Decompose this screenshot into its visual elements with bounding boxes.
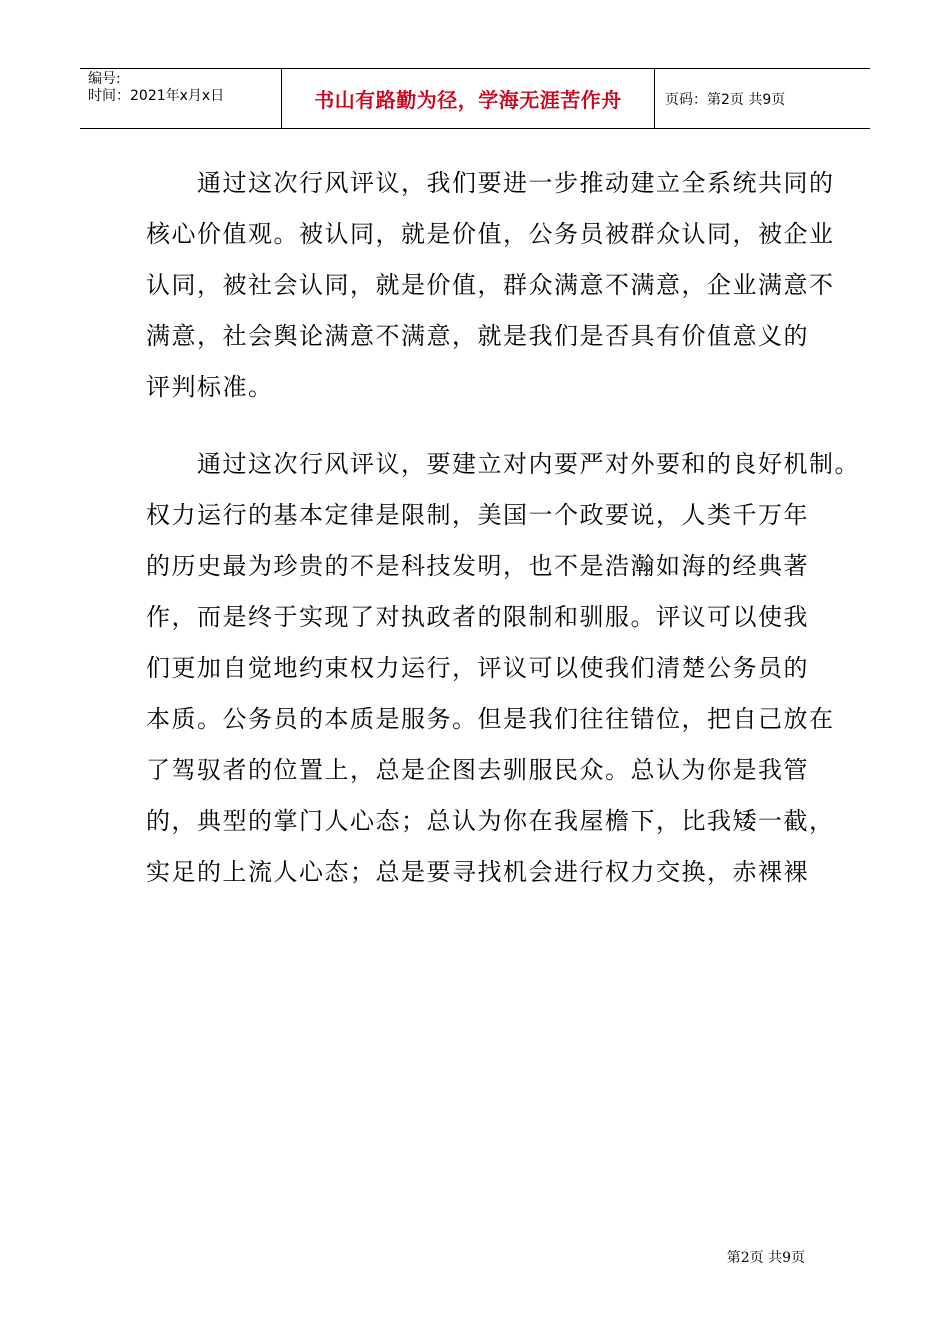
text-line: 实足的上流人心态；总是要寻找机会进行权力交换，赤裸裸	[146, 858, 809, 886]
header-page-info: 页码：第2页 共9页	[665, 91, 786, 108]
paragraph	[146, 158, 835, 413]
text-line: 作，而是终于实现了对执政者的限制和驯服。评议可以使我	[146, 603, 809, 631]
text-line: 权力运行的基本定律是限制，美国一个政要说，人类千万年	[146, 501, 809, 529]
document-number-label: 编号:	[88, 71, 121, 87]
text-line: 的历史最为珍贵的不是科技发明，也不是浩瀚如海的经典著	[146, 552, 809, 580]
text-line: 通过这次行风评议，要建立对内要严对外要和的良好机制。	[146, 450, 860, 478]
document-body	[146, 158, 860, 898]
header-meta	[80, 69, 282, 128]
text-line: 通过这次行风评议，我们要进一步推动建立全系统共同的	[146, 169, 835, 197]
text-line: 认同，被社会认同，就是价值，群众满意不满意，企业满意不	[146, 271, 835, 299]
header-motto: 书山有路勤为径，学海无涯苦作舟	[282, 69, 655, 128]
text-line: 满意，社会舆论满意不满意，就是我们是否具有价值意义的	[146, 322, 809, 350]
paragraph	[146, 439, 860, 898]
text-line: 们更加自觉地约束权力运行，评议可以使我们清楚公务员的	[146, 654, 809, 682]
page-header	[80, 68, 870, 129]
document-time-label: 时间：2021年x月x日	[88, 88, 225, 104]
text-line: 了驾驭者的位置上，总是企图去驯服民众。总认为你是我管	[146, 756, 809, 784]
page-footer: 第2页 共9页	[726, 1250, 805, 1266]
text-line: 评判标准。	[146, 373, 274, 401]
text-line: 核心价值观。被认同，就是价值，公务员被群众认同，被企业	[146, 220, 835, 248]
text-line: 本质。公务员的本质是服务。但是我们往往错位，把自己放在	[146, 705, 835, 733]
paragraph-gap	[146, 413, 806, 439]
text-line: 的，典型的掌门人心态；总认为你在我屋檐下，比我矮一截，	[146, 807, 835, 835]
